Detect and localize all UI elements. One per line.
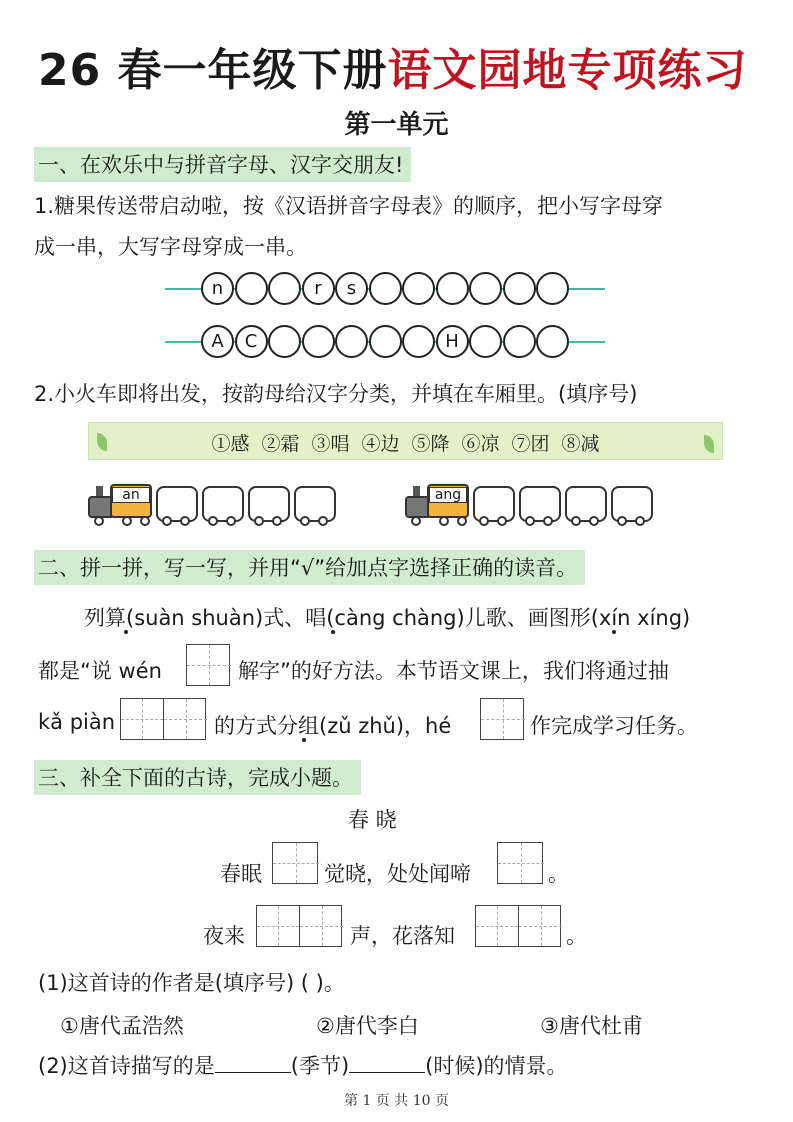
train-car[interactable]: [156, 486, 198, 522]
lowercase-bead: s: [335, 272, 368, 305]
emphasis-dot: [331, 630, 335, 634]
character-item: ③唱: [311, 433, 350, 455]
emphasis-dot: [612, 630, 616, 634]
page-title: [38, 34, 748, 98]
uppercase-bead[interactable]: [536, 325, 569, 358]
s3-q1: (1)这首诗的作者是(填序号) ( )。: [38, 971, 345, 995]
lowercase-bead[interactable]: [469, 272, 502, 305]
writing-grid[interactable]: [272, 842, 318, 884]
page-footer: 第 1 页 共 10 页: [344, 1093, 449, 1109]
train-car[interactable]: [202, 486, 244, 522]
emphasis-dot: [124, 630, 128, 634]
writing-grid[interactable]: [256, 905, 342, 947]
unit-title: 第一单元: [344, 110, 449, 140]
s2-line2a: 都是“说 wén: [38, 659, 162, 683]
train-car[interactable]: [611, 486, 653, 522]
writing-grid[interactable]: [475, 905, 561, 947]
character-item: ⑦团: [511, 433, 550, 455]
character-item: ④边: [361, 433, 400, 455]
option-1: ①唐代孟浩然: [60, 1014, 184, 1038]
wheel-icon: [589, 516, 599, 526]
uppercase-bead[interactable]: [268, 325, 301, 358]
s3-q2: [38, 1050, 568, 1080]
section3-heading: 三、补全下面的古诗，完成小题。: [34, 760, 361, 795]
wheel-icon: [272, 516, 282, 526]
option-2: ②唐代李白: [316, 1014, 419, 1038]
poem-line2a: 夜来: [203, 924, 245, 948]
wheel-icon: [479, 516, 489, 526]
writing-grid[interactable]: [480, 698, 524, 740]
q2-text: 2.小火车即将出发，按韵母给汉字分类，并填在车厢里。(填序号): [34, 382, 638, 406]
uppercase-bead: H: [436, 325, 469, 358]
writing-grid[interactable]: [186, 644, 230, 686]
wheel-icon: [439, 516, 449, 526]
character-item: ⑧减: [561, 433, 600, 455]
wheel-icon: [457, 516, 467, 526]
poem-title: 春 晓: [348, 808, 397, 832]
wheel-icon: [226, 516, 236, 526]
lowercase-bead[interactable]: [436, 272, 469, 305]
uppercase-bead[interactable]: [469, 325, 502, 358]
wheel-icon: [318, 516, 328, 526]
wheel-icon: [617, 516, 627, 526]
character-item: ②霜: [261, 433, 300, 455]
s2-line2b: 解字”的好方法。本节语文课上，我们将通过抽: [238, 659, 669, 683]
s3-q2a: (2)这首诗描写的是: [38, 1054, 215, 1078]
character-item: ①感: [211, 433, 250, 455]
s3-q2b: (季节): [290, 1054, 350, 1078]
wheel-icon: [300, 516, 310, 526]
wheel-icon: [140, 516, 150, 526]
lowercase-bead[interactable]: [235, 272, 268, 305]
uppercase-bead[interactable]: [402, 325, 435, 358]
s2-line3a: kǎ piàn: [38, 710, 116, 734]
option-3: ③唐代杜甫: [540, 1014, 643, 1038]
title-red: 语文园地专项练习: [387, 45, 748, 96]
wheel-icon: [635, 516, 645, 526]
wheel-icon: [254, 516, 264, 526]
character-item: ⑤降: [411, 433, 450, 455]
uppercase-bead[interactable]: [369, 325, 402, 358]
q1-line1: 1.糖果传送带启动啦，按《汉语拼音字母表》的顺序，把小写字母穿: [34, 194, 664, 218]
lowercase-bead[interactable]: [268, 272, 301, 305]
lowercase-bead[interactable]: [369, 272, 402, 305]
lowercase-bead[interactable]: [536, 272, 569, 305]
poem-line1c: 。: [548, 862, 569, 886]
writing-grid[interactable]: [497, 842, 543, 884]
poem-line1b: 觉晓，处处闻啼: [324, 862, 471, 886]
train-label: an: [112, 487, 150, 503]
emphasis-dot: [302, 738, 306, 742]
s3-q2c: (时候)的情景。: [425, 1054, 568, 1078]
lowercase-bead: r: [302, 272, 335, 305]
poem-line2c: 。: [566, 924, 587, 948]
answer-blank[interactable]: [215, 1052, 291, 1073]
wheel-icon: [543, 516, 553, 526]
poem-line2b: 声，花落知: [350, 924, 455, 948]
poem-line1a: 春眠: [220, 862, 262, 886]
q1-line2: 成一串，大写字母穿成一串。: [34, 235, 307, 259]
writing-grid[interactable]: [120, 698, 206, 740]
lowercase-bead[interactable]: [402, 272, 435, 305]
wheel-icon: [497, 516, 507, 526]
title-black: 26 春一年级下册: [38, 45, 388, 96]
lowercase-bead: n: [201, 272, 234, 305]
lowercase-bead[interactable]: [503, 272, 536, 305]
uppercase-bead[interactable]: [335, 325, 368, 358]
wheel-icon: [525, 516, 535, 526]
s2-line3c: 作完成学习任务。: [530, 714, 698, 738]
section1-heading: 一、在欢乐中与拼音字母、汉字交朋友!: [34, 147, 411, 182]
train-car[interactable]: [565, 486, 607, 522]
wheel-icon: [411, 516, 421, 526]
uppercase-bead: A: [201, 325, 234, 358]
uppercase-bead: C: [235, 325, 268, 358]
character-list: [89, 429, 722, 456]
uppercase-bead[interactable]: [302, 325, 335, 358]
train-car[interactable]: [473, 486, 515, 522]
s2-line1: 列算(suàn shuàn)式、唱(càng chàng)儿歌、画图形(xín xíng): [84, 606, 691, 630]
wheel-icon: [162, 516, 172, 526]
train-car[interactable]: [519, 486, 561, 522]
section2-heading: 二、拼一拼，写一写，并用“√”给加点字选择正确的读音。: [34, 550, 585, 585]
character-item: ⑥凉: [461, 433, 500, 455]
wheel-icon: [94, 516, 104, 526]
character-banner: [88, 422, 723, 460]
train-car[interactable]: [248, 486, 290, 522]
s2-line3b: 的方式分组(zǔ zhǔ)，hé: [214, 714, 452, 738]
wheel-icon: [180, 516, 190, 526]
wheel-icon: [571, 516, 581, 526]
train-label: ang: [429, 487, 467, 503]
wheel-icon: [208, 516, 218, 526]
uppercase-bead[interactable]: [503, 325, 536, 358]
answer-blank[interactable]: [349, 1052, 425, 1073]
train-car[interactable]: [294, 486, 336, 522]
wheel-icon: [122, 516, 132, 526]
